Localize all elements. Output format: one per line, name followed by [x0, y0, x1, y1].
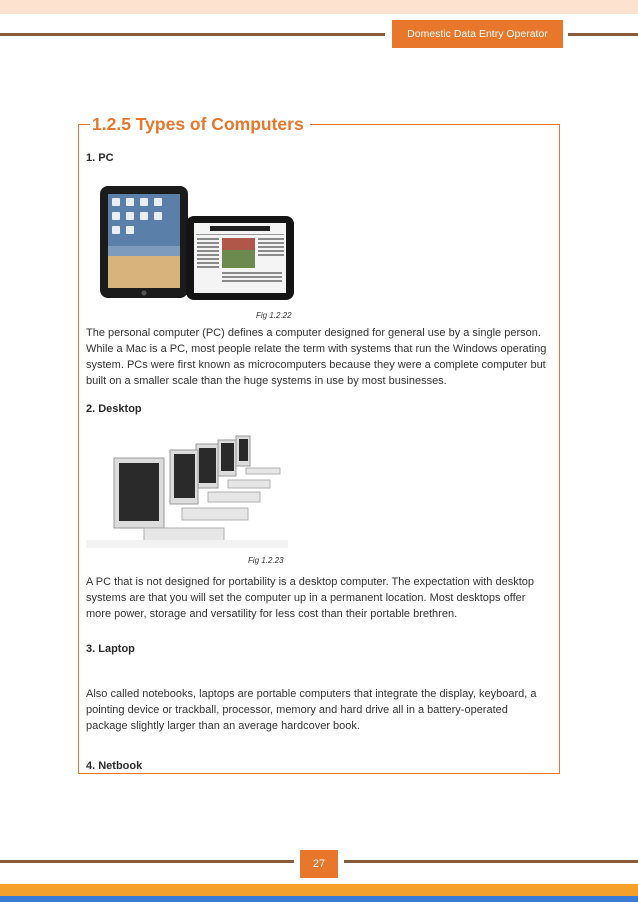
page-number: 27	[300, 850, 338, 878]
footer-rule-left	[0, 860, 294, 863]
section-title: 1.2.5 Types of Computers	[90, 112, 310, 136]
laptop-heading: 3. Laptop	[86, 643, 135, 655]
footer-band-blue	[0, 896, 638, 902]
pc-paragraph: The personal computer (PC) defines a computer designed for general use by a single person. While a Mac is a PC, most people relate the term with systems that run the Windows operating system. PCs were first known as microcomputers because they were a complete computer but built on a smaller scale than the huge systems in use by most businesses.	[86, 327, 547, 387]
laptop-paragraph: Also called notebooks, laptops are portable computers that integrate the display, keyboard, a pointing device or trackball, processor, memory and hard drive all in a battery-operated package slightly larger than an average hardcover book.	[86, 688, 537, 732]
header-badge: Domestic Data Entry Operator	[392, 20, 563, 48]
fig-caption-desktop: Fig 1.2.23	[248, 556, 284, 565]
footer-rule-right	[344, 860, 638, 863]
header-top-strip	[0, 0, 638, 14]
netbook-heading: 4. Netbook	[86, 760, 143, 772]
desktop-heading: 2. Desktop	[86, 403, 142, 415]
fig-caption-pc: Fig 1.2.22	[256, 311, 292, 320]
tablet-figure	[98, 184, 298, 302]
header-rule	[0, 33, 385, 36]
pc-heading: 1. PC	[86, 152, 114, 164]
header-rule-right	[568, 33, 638, 36]
footer-band	[0, 884, 638, 896]
desktop-figure	[86, 430, 288, 548]
desktop-paragraph: A PC that is not designed for portability is a desktop computer. The expectation with desktop systems are that you will set the computer up in a permanent location. Most desktops offer more power, storage and versatility for less cost than their portable brethren.	[86, 576, 534, 620]
